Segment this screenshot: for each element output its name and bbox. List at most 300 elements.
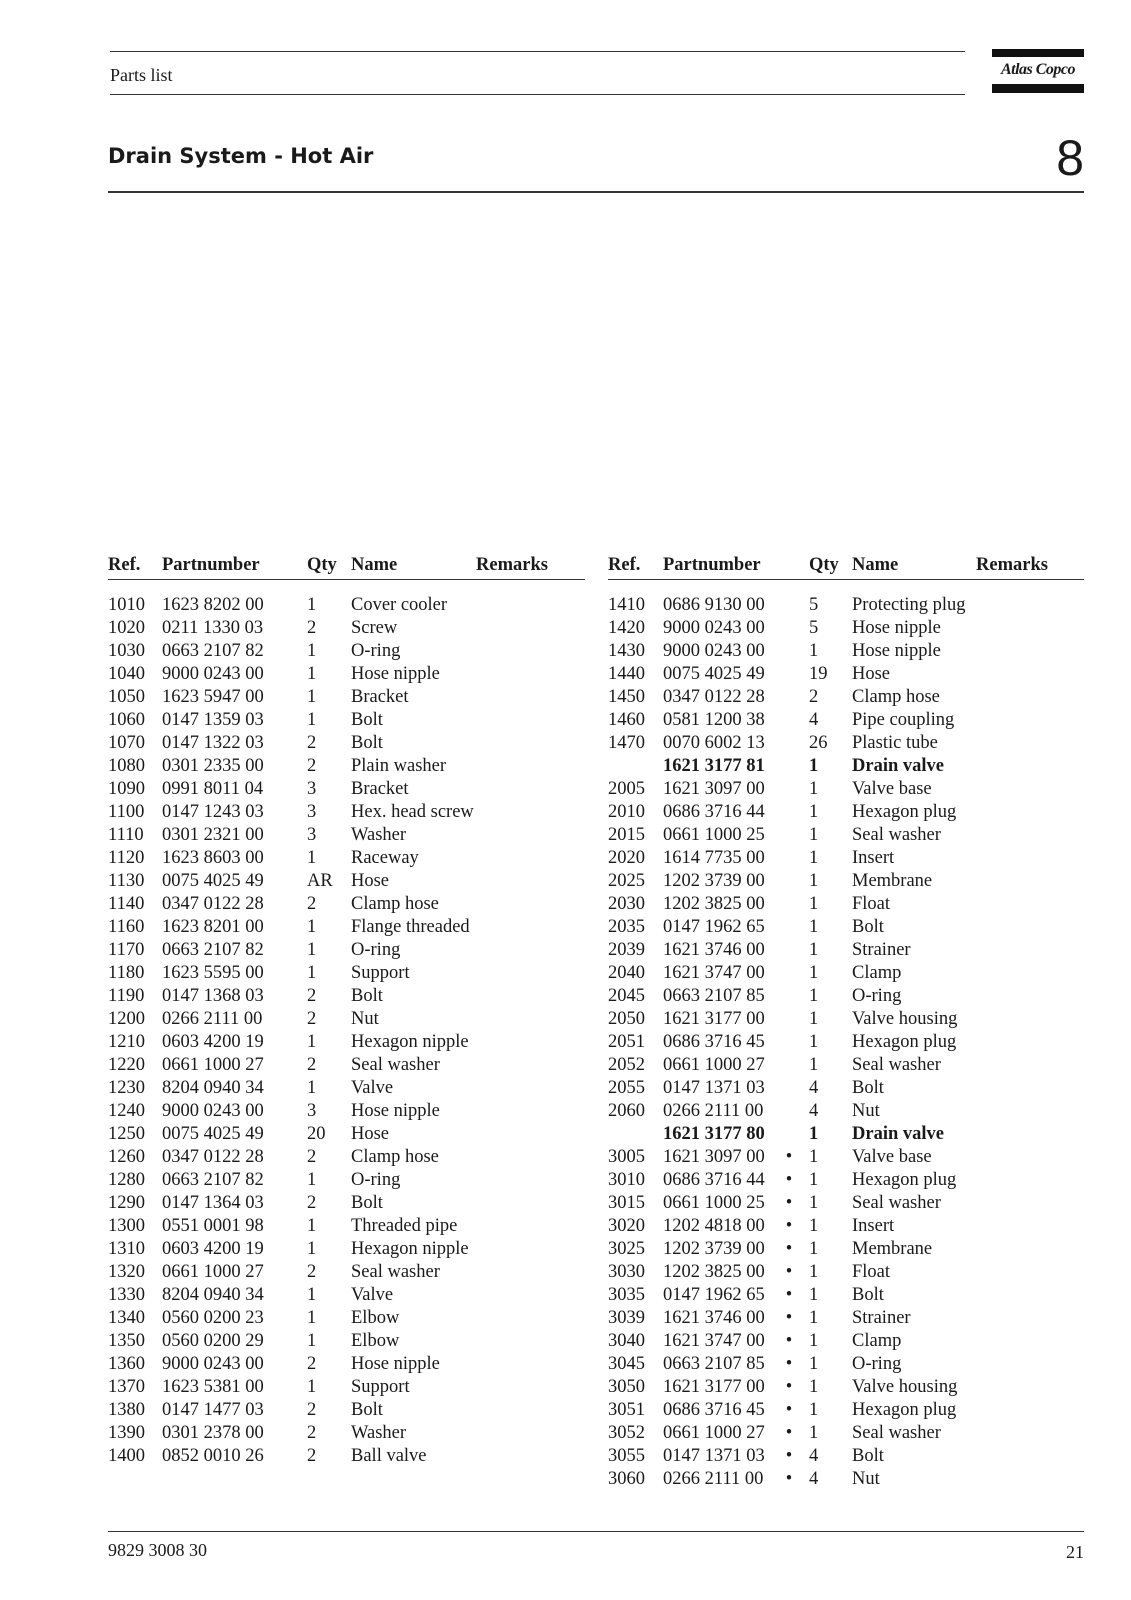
row-qty: 1 [809, 1170, 819, 1190]
row-ref: 1280 [108, 1170, 145, 1190]
row-ref: 3050 [608, 1377, 645, 1397]
table-row [108, 1307, 585, 1330]
row-part-number: 0266 2111 00 [162, 1009, 263, 1029]
row-name: Bolt [351, 710, 383, 730]
row-part-number: 0661 1000 27 [162, 1055, 264, 1075]
row-qty: 1 [307, 641, 317, 661]
row-qty: 26 [809, 733, 828, 753]
section-title: Drain System - Hot Air [108, 144, 374, 168]
row-part-number: 0560 0200 29 [162, 1331, 264, 1351]
row-part-number: 0663 2107 85 [663, 1354, 765, 1374]
table-row [608, 847, 1084, 870]
row-qty: 1 [307, 1216, 317, 1236]
table-row [608, 1077, 1084, 1100]
row-qty: 1 [809, 1423, 819, 1443]
row-ref: 3030 [608, 1262, 645, 1282]
row-name: Valve [351, 1285, 394, 1305]
row-part-number: 0301 2378 00 [162, 1423, 264, 1443]
document-number: 9829 3008 30 [108, 1540, 207, 1560]
table-row [108, 1284, 585, 1307]
header-part-number: Partnumber [663, 555, 761, 575]
row-ref: 1380 [108, 1400, 145, 1420]
row-ref: 3040 [608, 1331, 645, 1351]
table-row [608, 870, 1084, 893]
row-name: Clamp [852, 963, 902, 983]
table-row [608, 985, 1084, 1008]
row-qty: 2 [307, 1193, 317, 1213]
row-name: Washer [351, 1423, 407, 1443]
row-name: Hexagon plug [852, 1032, 957, 1052]
row-qty: 5 [809, 595, 819, 615]
row-part-number: 1623 8202 00 [162, 595, 264, 615]
row-qty: 1 [307, 664, 317, 684]
row-part-number: 1621 3177 80 [663, 1124, 765, 1144]
table-row [608, 1054, 1084, 1077]
row-ref: 2010 [608, 802, 645, 822]
row-bullet: • [785, 1193, 793, 1213]
row-name: Nut [351, 1009, 379, 1029]
row-qty: 2 [307, 1400, 317, 1420]
row-qty: 2 [307, 986, 317, 1006]
row-name: Nut [852, 1469, 880, 1489]
row-qty: 2 [307, 618, 317, 638]
row-name: Bolt [351, 733, 383, 753]
row-part-number: 0661 1000 27 [663, 1055, 765, 1075]
header-name: Name [351, 555, 398, 575]
row-bullet: • [785, 1308, 793, 1328]
table-body [108, 594, 585, 1468]
table-row [608, 1169, 1084, 1192]
row-name: Elbow [351, 1331, 400, 1351]
table-row [108, 985, 585, 1008]
row-name: O-ring [351, 940, 401, 960]
table-row [608, 1284, 1084, 1307]
row-qty: 1 [809, 917, 819, 937]
row-ref: 3035 [608, 1285, 645, 1305]
row-part-number: 1621 3746 00 [663, 940, 765, 960]
row-ref: 1300 [108, 1216, 145, 1236]
table-row [108, 893, 585, 916]
table-row [608, 1307, 1084, 1330]
parts-table-right [608, 553, 1084, 1491]
row-ref: 2052 [608, 1055, 645, 1075]
row-part-number: 0663 2107 85 [663, 986, 765, 1006]
row-name: Drain valve [852, 756, 944, 776]
row-bullet: • [785, 1331, 793, 1351]
row-bullet: • [785, 1423, 793, 1443]
logo-top-bar [992, 49, 1084, 57]
row-part-number: 0075 4025 49 [162, 871, 264, 891]
row-part-number: 1623 8201 00 [162, 917, 264, 937]
row-qty: 5 [809, 618, 819, 638]
table-row [608, 916, 1084, 939]
header-qty: Qty [809, 555, 839, 575]
row-part-number: 0686 9130 00 [663, 595, 765, 615]
row-name: Hose [852, 664, 891, 684]
row-name: Bolt [351, 1400, 383, 1420]
row-part-number: 0560 0200 23 [162, 1308, 264, 1328]
row-name: Insert [852, 1216, 895, 1236]
row-qty: 2 [307, 1147, 317, 1167]
row-name: Plastic tube [852, 733, 938, 753]
row-name: Bracket [351, 687, 409, 707]
row-ref: 1440 [608, 664, 645, 684]
row-name: Hose nipple [351, 1354, 440, 1374]
header-ref: Ref. [108, 555, 141, 575]
row-name: Hose [351, 1124, 390, 1144]
row-ref: 1180 [108, 963, 145, 983]
running-head: Parts list [110, 65, 173, 85]
row-part-number: 0147 1364 03 [162, 1193, 264, 1213]
row-ref: 1310 [108, 1239, 145, 1259]
row-ref: 2045 [608, 986, 645, 1006]
row-name: Pipe coupling [852, 710, 955, 730]
row-ref: 2025 [608, 871, 645, 891]
row-ref: 1200 [108, 1009, 145, 1029]
row-qty: 4 [809, 1446, 819, 1466]
row-part-number: 0075 4025 49 [663, 664, 765, 684]
table-row [608, 732, 1084, 755]
logo-bottom-bar [992, 84, 1084, 93]
row-ref: 2020 [608, 848, 645, 868]
row-ref: 1470 [608, 733, 645, 753]
row-part-number: 0581 1200 38 [663, 710, 765, 730]
row-part-number: 0661 1000 25 [663, 825, 765, 845]
page-number: 21 [1066, 1542, 1084, 1562]
row-qty: 2 [307, 1423, 317, 1443]
row-ref: 1400 [108, 1446, 145, 1466]
table-row [108, 939, 585, 962]
row-ref: 2055 [608, 1078, 645, 1098]
table-row [608, 640, 1084, 663]
row-part-number: 0686 3716 44 [663, 802, 765, 822]
table-row [608, 893, 1084, 916]
row-name: Valve [351, 1078, 394, 1098]
header-bottom-rule [110, 94, 965, 95]
row-ref: 1020 [108, 618, 145, 638]
row-qty: 1 [809, 1331, 819, 1351]
row-name: Membrane [852, 871, 933, 891]
row-qty: 4 [809, 1101, 819, 1121]
row-ref: 2050 [608, 1009, 645, 1029]
row-part-number: 0686 3716 45 [663, 1032, 765, 1052]
row-qty: 1 [809, 1308, 819, 1328]
row-qty: 2 [307, 894, 317, 914]
row-qty: 1 [809, 802, 819, 822]
table-row [108, 916, 585, 939]
row-qty: 4 [809, 1469, 819, 1489]
table-row [608, 1238, 1084, 1261]
row-part-number: 0147 1962 65 [663, 917, 765, 937]
row-qty: 1 [307, 848, 317, 868]
table-row [608, 709, 1084, 732]
row-qty: AR [307, 871, 333, 891]
table-row [108, 962, 585, 985]
table-row [108, 1077, 585, 1100]
row-ref: 1010 [108, 595, 145, 615]
footer-rule [108, 1531, 1084, 1532]
table-row [108, 847, 585, 870]
row-part-number: 0661 1000 25 [663, 1193, 765, 1213]
row-part-number: 1621 3097 00 [663, 1147, 765, 1167]
row-qty: 1 [809, 825, 819, 845]
table-row [108, 1054, 585, 1077]
row-part-number: 1621 3177 00 [663, 1009, 765, 1029]
row-part-number: 0347 0122 28 [162, 1147, 264, 1167]
row-ref: 1210 [108, 1032, 145, 1052]
row-part-number: 0663 2107 82 [162, 641, 264, 661]
row-ref: 1030 [108, 641, 145, 661]
row-part-number: 9000 0243 00 [162, 1101, 264, 1121]
row-bullet: • [785, 1216, 793, 1236]
row-qty: 3 [307, 825, 317, 845]
row-name: Clamp [852, 1331, 902, 1351]
table-row [608, 1445, 1084, 1468]
row-ref: 2039 [608, 940, 645, 960]
row-name: Seal washer [852, 825, 941, 845]
row-ref: 1190 [108, 986, 145, 1006]
row-qty: 19 [809, 664, 828, 684]
row-name: Bolt [852, 1446, 884, 1466]
row-ref: 1240 [108, 1101, 145, 1121]
row-part-number: 0852 0010 26 [162, 1446, 264, 1466]
logo-wordmark: Atlas Copco [1000, 61, 1076, 78]
row-part-number: 0147 1243 03 [162, 802, 264, 822]
row-ref: 3055 [608, 1446, 645, 1466]
row-name: Washer [351, 825, 407, 845]
row-part-number: 1623 5947 00 [162, 687, 264, 707]
row-part-number: 1621 3097 00 [663, 779, 765, 799]
table-row [608, 594, 1084, 617]
table-row [608, 962, 1084, 985]
table-row [608, 1468, 1084, 1491]
row-ref: 1120 [108, 848, 145, 868]
row-name: Threaded pipe [351, 1216, 458, 1236]
row-part-number: 8204 0940 34 [162, 1285, 264, 1305]
row-name: Ball valve [351, 1446, 427, 1466]
row-name: O-ring [351, 641, 401, 661]
row-qty: 1 [809, 1032, 819, 1052]
row-qty: 1 [307, 1239, 317, 1259]
row-name: Support [351, 963, 410, 983]
table-body [608, 594, 1084, 1491]
row-qty: 1 [307, 1331, 317, 1351]
row-ref: 3025 [608, 1239, 645, 1259]
row-part-number: 0991 8011 04 [162, 779, 264, 799]
row-ref: 2051 [608, 1032, 645, 1052]
row-qty: 1 [307, 917, 317, 937]
row-part-number: 0070 6002 13 [663, 733, 765, 753]
row-qty: 1 [307, 1170, 317, 1190]
row-part-number: 9000 0243 00 [162, 664, 264, 684]
row-qty: 1 [307, 595, 317, 615]
row-bullet: • [785, 1446, 793, 1466]
row-qty: 1 [809, 894, 819, 914]
row-ref: 1320 [108, 1262, 145, 1282]
row-part-number: 1623 8603 00 [162, 848, 264, 868]
row-ref: 1100 [108, 802, 145, 822]
row-ref: 1450 [608, 687, 645, 707]
row-qty: 3 [307, 779, 317, 799]
row-ref: 3010 [608, 1170, 645, 1190]
row-ref: 1070 [108, 733, 145, 753]
row-name: Cover cooler [351, 595, 448, 615]
row-part-number: 0686 3716 44 [663, 1170, 765, 1190]
row-ref: 1220 [108, 1055, 145, 1075]
row-ref: 1260 [108, 1147, 145, 1167]
row-name: Support [351, 1377, 410, 1397]
row-ref: 1340 [108, 1308, 145, 1328]
row-name: Hexagon nipple [351, 1239, 469, 1259]
header-top-rule [110, 51, 965, 52]
table-row [608, 617, 1084, 640]
row-qty: 3 [307, 1101, 317, 1121]
table-row [608, 1330, 1084, 1353]
row-qty: 1 [809, 1055, 819, 1075]
row-name: Screw [351, 618, 398, 638]
row-qty: 1 [307, 963, 317, 983]
row-bullet: • [785, 1469, 793, 1489]
row-part-number: 0075 4025 49 [162, 1124, 264, 1144]
row-part-number: 0147 1359 03 [162, 710, 264, 730]
row-bullet: • [785, 1400, 793, 1420]
row-name: Plain washer [351, 756, 447, 776]
row-part-number: 9000 0243 00 [663, 618, 765, 638]
table-row [108, 1123, 585, 1146]
header-qty: Qty [307, 555, 337, 575]
row-ref: 1350 [108, 1331, 145, 1351]
table-row [108, 1169, 585, 1192]
row-qty: 2 [307, 1009, 317, 1029]
table-row [108, 1399, 585, 1422]
table-row [608, 1100, 1084, 1123]
row-ref: 1410 [608, 595, 645, 615]
row-qty: 1 [809, 1400, 819, 1420]
row-name: Clamp hose [351, 1147, 439, 1167]
table-row [608, 778, 1084, 801]
row-ref: 1360 [108, 1354, 145, 1374]
row-part-number: 0551 0001 98 [162, 1216, 264, 1236]
row-qty: 1 [809, 1009, 819, 1029]
row-part-number: 1202 4818 00 [663, 1216, 765, 1236]
row-name: Elbow [351, 1308, 400, 1328]
row-name: Bolt [351, 1193, 383, 1213]
row-qty: 1 [809, 1193, 819, 1213]
row-qty: 4 [809, 1078, 819, 1098]
row-part-number: 0147 1371 03 [663, 1446, 765, 1466]
row-part-number: 0661 1000 27 [663, 1423, 765, 1443]
row-bullet: • [785, 1377, 793, 1397]
row-part-number: 1621 3177 00 [663, 1377, 765, 1397]
table-row [108, 1192, 585, 1215]
row-part-number: 0661 1000 27 [162, 1262, 264, 1282]
row-name: Hose nipple [351, 664, 440, 684]
row-name: Float [852, 894, 891, 914]
row-name: Bracket [351, 779, 409, 799]
table-row [608, 1376, 1084, 1399]
row-qty: 1 [809, 1239, 819, 1259]
row-part-number: 0211 1330 03 [162, 618, 264, 638]
row-qty: 1 [307, 1285, 317, 1305]
table-row [108, 709, 585, 732]
row-name: Clamp hose [852, 687, 940, 707]
table-row [608, 686, 1084, 709]
row-name: Bolt [351, 986, 383, 1006]
row-name: Valve base [852, 1147, 932, 1167]
table-row [608, 801, 1084, 824]
row-ref: 3039 [608, 1308, 645, 1328]
table-row [108, 1261, 585, 1284]
row-ref: 3052 [608, 1423, 645, 1443]
row-qty: 1 [307, 940, 317, 960]
row-part-number: 1202 3825 00 [663, 894, 765, 914]
row-name: Hexagon plug [852, 1400, 957, 1420]
table-row [108, 778, 585, 801]
row-qty: 2 [307, 733, 317, 753]
row-name: Bolt [852, 1078, 884, 1098]
header-ref: Ref. [608, 555, 641, 575]
row-qty: 1 [809, 1377, 819, 1397]
row-part-number: 0603 4200 19 [162, 1032, 264, 1052]
row-name: Hose nipple [852, 641, 941, 661]
row-qty: 1 [307, 687, 317, 707]
row-name: Valve housing [852, 1377, 958, 1397]
row-qty: 3 [307, 802, 317, 822]
table-row [108, 640, 585, 663]
row-ref: 3051 [608, 1400, 645, 1420]
row-part-number: 1202 3739 00 [663, 1239, 765, 1259]
row-name: Hose [351, 871, 390, 891]
table-row [608, 1123, 1084, 1146]
header-part-number: Partnumber [162, 555, 260, 575]
row-qty: 2 [307, 1354, 317, 1374]
row-part-number: 0147 1962 65 [663, 1285, 765, 1305]
row-part-number: 1202 3739 00 [663, 871, 765, 891]
row-ref: 2005 [608, 779, 645, 799]
row-qty: 2 [809, 687, 819, 707]
table-row [108, 663, 585, 686]
row-part-number: 1621 3746 00 [663, 1308, 765, 1328]
row-ref: 1090 [108, 779, 145, 799]
row-ref: 1290 [108, 1193, 145, 1213]
row-ref: 1110 [108, 825, 144, 845]
row-ref: 2030 [608, 894, 645, 914]
table-row [608, 1261, 1084, 1284]
row-bullet: • [785, 1170, 793, 1190]
row-qty: 2 [307, 756, 317, 776]
row-name: Clamp hose [351, 894, 439, 914]
row-qty: 1 [809, 871, 819, 891]
row-part-number: 1621 3177 81 [663, 756, 765, 776]
row-qty: 1 [809, 963, 819, 983]
row-part-number: 0301 2321 00 [162, 825, 264, 845]
row-part-number: 1621 3747 00 [663, 963, 765, 983]
table-row [108, 686, 585, 709]
row-ref: 1230 [108, 1078, 145, 1098]
row-ref: 3015 [608, 1193, 645, 1213]
section-number: 8 [1056, 130, 1084, 186]
row-qty: 1 [809, 1354, 819, 1374]
row-name: Protecting plug [852, 595, 966, 615]
row-ref: 1430 [608, 641, 645, 661]
table-header [608, 553, 1084, 580]
row-ref: 3005 [608, 1147, 645, 1167]
row-name: Membrane [852, 1239, 933, 1259]
row-part-number: 9000 0243 00 [162, 1354, 264, 1374]
row-qty: 1 [809, 848, 819, 868]
row-name: Drain valve [852, 1124, 944, 1144]
row-name: Bolt [852, 1285, 884, 1305]
